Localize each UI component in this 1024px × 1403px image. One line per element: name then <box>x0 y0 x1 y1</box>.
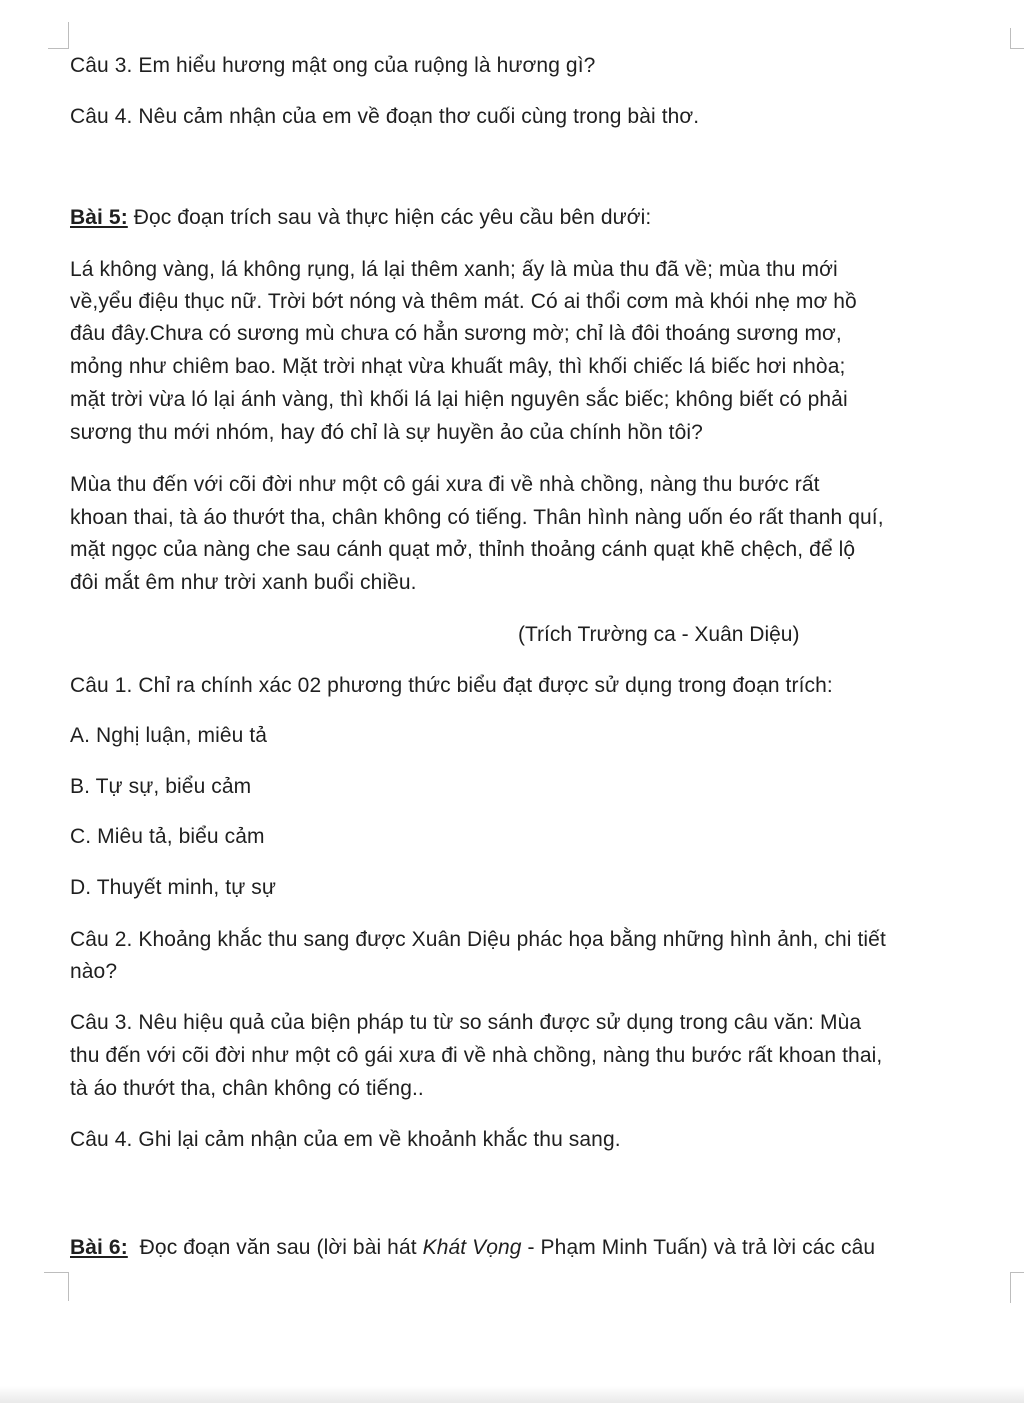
bai5-option-d: D. Thuyết minh, tự sự <box>70 876 277 899</box>
question-4-top: Câu 4. Nêu cảm nhận của em về đoạn thơ cuối cùng trong bài thơ. <box>70 105 700 128</box>
bai5-question-2-line: Câu 2. Khoảng khắc thu sang được Xuân Diệu phác họa bằng những hình ảnh, chi tiết <box>70 928 886 951</box>
bai5-option-c: C. Miêu tả, biểu cảm <box>70 825 265 848</box>
bai5-heading-text: Đọc đoạn trích sau và thực hiện các yêu cầu bên dưới: <box>127 206 652 229</box>
bai5-question-1: Câu 1. Chỉ ra chính xác 02 phương thức biểu đạt được sử dụng trong đoạn trích: <box>70 674 833 697</box>
question-3-top: Câu 3. Em hiểu hương mật ong của ruộng là hương gì? <box>70 54 596 77</box>
bai6-heading-label: Bài 6: <box>70 1236 128 1259</box>
bai5-source: (Trích Trường ca - Xuân Diệu) <box>518 623 800 646</box>
bai6-heading <box>70 1232 875 1264</box>
bai5-option-a: A. Nghị luận, miêu tả <box>70 724 268 747</box>
bai5-para1-line: mặt trời vừa ló lại ánh vàng, thì khối lá lại hiện nguyên sắc biếc; không biết có phải <box>70 388 848 411</box>
bai5-para1-line: về,yểu điệu thục nữ. Trời bớt nóng và thêm mát. Có ai thổi cơm mà khói nhẹ mơ hồ <box>70 290 857 313</box>
bai5-para1-line: mỏng như chiêm bao. Mặt trời nhạt vừa khuất mây, thì khối chiếc lá biếc hơi nhòa; <box>70 355 846 378</box>
bai5-para2-line: khoan thai, tà áo thướt tha, chân không có tiếng. Thân hình nàng uốn éo rất thanh quí, <box>70 506 884 529</box>
bai5-question-2-line: nào? <box>70 960 118 983</box>
bottom-shadow <box>0 1386 1024 1403</box>
bai5-option-b: B. Tự sự, biểu cảm <box>70 775 252 798</box>
bai5-para2-line: Mùa thu đến với cõi đời như một cô gái xưa đi về nhà chồng, nàng thu bước rất <box>70 473 820 496</box>
bai6-heading-pre: Đọc đoạn văn sau (lời bài hát <box>127 1236 423 1259</box>
bai5-para1-line: Lá không vàng, lá không rụng, lá lại thêm xanh; ấy là mùa thu đã về; mùa thu mới <box>70 258 838 281</box>
bai5-para2-line: mặt ngọc của nàng che sau cánh quạt mở, thỉnh thoảng cánh quạt khẽ chệch, để lộ <box>70 538 856 561</box>
bai5-question-3-line: tà áo thướt tha, chân không có tiếng.. <box>70 1077 424 1100</box>
bai5-para1-line: sương thu mới nhóm, hay đó chỉ là sự huyền ảo của chính hồn tôi? <box>70 421 703 444</box>
bai6-heading-song-title: Khát Vọng <box>422 1236 522 1259</box>
margin-corner-bottom-right <box>1010 1272 1024 1303</box>
bai5-para2-line: đôi mắt êm như trời xanh buổi chiều. <box>70 571 417 594</box>
margin-corner-top-left <box>48 22 69 49</box>
bai6-heading-post: - Phạm Minh Tuấn) và trả lời các câu <box>521 1236 876 1259</box>
bai5-para1-line: đâu đây.Chưa có sương mù chưa có hẳn sương mờ; chỉ là đôi thoáng sương mơ, <box>70 322 842 345</box>
bai5-question-3-line: thu đến với cõi đời như một cô gái xưa đi về nhà chồng, nàng thu bước rất khoan thai, <box>70 1044 883 1067</box>
bai5-question-3-line: Câu 3. Nêu hiệu quả của biện pháp tu từ so sánh được sử dụng trong câu văn: Mùa <box>70 1011 862 1034</box>
bai5-question-4: Câu 4. Ghi lại cảm nhận của em về khoảnh khắc thu sang. <box>70 1128 621 1151</box>
margin-corner-top-right <box>1010 28 1024 49</box>
bai5-heading <box>70 202 651 234</box>
margin-corner-bottom-left <box>44 1272 69 1301</box>
bai5-heading-label: Bài 5: <box>70 206 128 229</box>
